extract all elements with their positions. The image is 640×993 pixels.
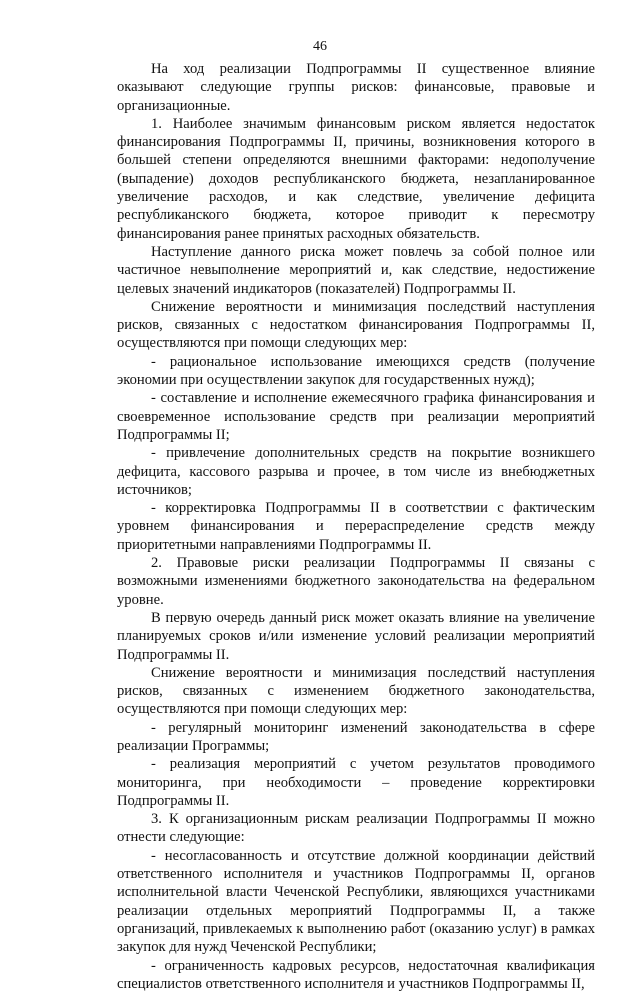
list-item-coordination: - несогласованность и отсутствие должной координации действий ответственного исполнителя и участников Подпрограммы II, органов исполнительной власти Чеченской Республики, являющихся участниками реализации отдельных мероприятий Подпрограммы II, а также организаций, привлекаемых к выполнению работ (оказанию услуг) в рамках закупок для нужд Чеченской Республики; bbox=[117, 847, 595, 956]
list-item-implementation: - реализация мероприятий с учетом результатов проводимого мониторинга, при необходимости – проведение корректировки Подпрограммы II. bbox=[117, 756, 595, 809]
paragraph-legal-consequence: В первую очередь данный риск может оказать влияние на увеличение планируемых сроков и/или изменение условий реализации мероприятий Подпрограммы II. bbox=[117, 609, 595, 663]
paragraph-intro: На ход реализации Подпрограммы II существенное влияние оказывают следующие группы рисков: финансовые, правовые и организационные. bbox=[117, 61, 595, 114]
document-body bbox=[117, 60, 595, 993]
list-item-staff-resources: - ограниченность кадровых ресурсов, недостаточная квалификация специалистов ответственного исполнителя и участников Подпрограммы II, bbox=[117, 957, 595, 992]
paragraph-legal-risk: 2. Правовые риски реализации Подпрограммы II связаны с возможными изменениями бюджетного законодательства на федеральном уровне. bbox=[117, 555, 595, 608]
list-item-monitoring: - регулярный мониторинг изменений законодательства в сфере реализации Программы; bbox=[117, 719, 595, 754]
list-item-additional-funds: - привлечение дополнительных средств на покрытие возникшего дефицита, кассового разрыва и прочее, в том числе из внебюджетных источников; bbox=[117, 445, 595, 498]
page-number: 46 bbox=[313, 39, 327, 54]
paragraph-financial-measures-intro: Снижение вероятности и минимизация последствий наступления рисков, связанных с недостатком финансирования Подпрограммы II, осуществляются при помощи следующих мер: bbox=[117, 298, 595, 352]
list-item-rational-use: - рациональное использование имеющихся средств (получение экономии при осуществлении закупок для государственных нужд); bbox=[117, 353, 595, 389]
paragraph-legal-measures-intro: Снижение вероятности и минимизация последствий наступления рисков, связанных с изменением бюджетного законодательства, осуществляются при помощи следующих мер: bbox=[117, 664, 595, 718]
paragraph-organizational-risk: 3. К организационным рискам реализации Подпрограммы II можно отнести следующие: bbox=[117, 811, 595, 846]
list-item-monthly-schedule: - составление и исполнение ежемесячного графика финансирования и своевременное использование средств при реализации мероприятий Подпрограммы II; bbox=[117, 390, 595, 443]
list-item-adjustment: - корректировка Подпрограммы II в соответствии с фактическим уровнем финансирования и перераспределение средств между приоритетными направлениями Подпрограммы II. bbox=[117, 500, 595, 553]
paragraph-risk-consequence: Наступление данного риска может повлечь за собой полное или частичное невыполнение мероприятий и, как следствие, недостижение целевых значений индикаторов (показателей) Подпрограммы II. bbox=[117, 243, 595, 297]
paragraph-financial-risk: 1. Наиболее значимым финансовым риском является недостаток финансирования Подпрограммы II, причины, возникновения которого в большей степени определяются внешними факторами: недополучение (выпадение) доходов республиканского бюджета, незапланированное увеличение расходов, и как следствие, увеличение дефицита республиканского бюджета, которое приводит к пересмотру финансирования ранее принятых расходных обязательств. bbox=[117, 115, 595, 242]
